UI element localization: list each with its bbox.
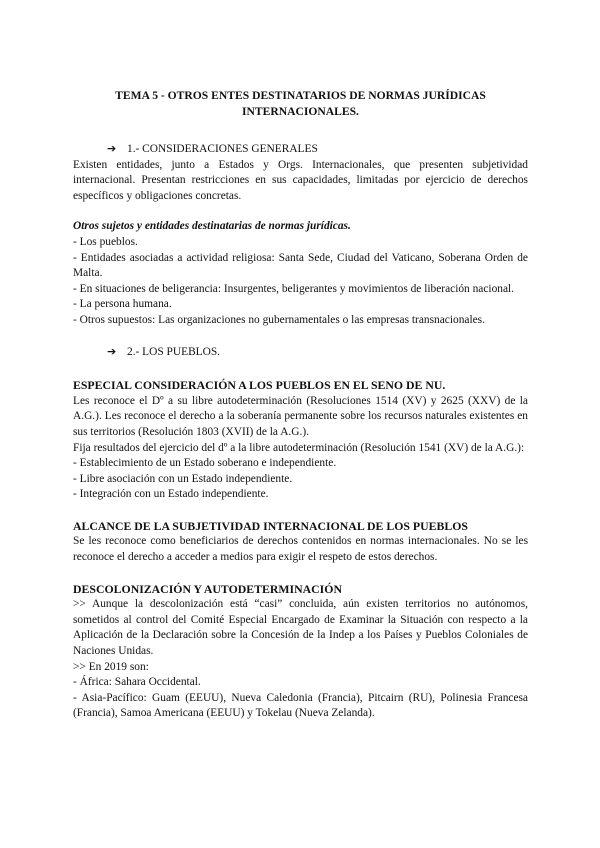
section-heading-consideraciones (107, 141, 528, 158)
list-item: - Integración con un Estado independiente. (73, 488, 269, 501)
section-heading-label: 1.- CONSIDERACIONES GENERALES (127, 143, 318, 155)
paragraph: Fija resultados del ejercicio del dº a la libre autodeterminación (Resolución 1541 (XV) de la A.G.): (73, 441, 525, 454)
list-item: - Entidades asociadas a actividad religiosa: Santa Sede, Ciudad del Vaticano, Soberana Orden de Malta. (73, 251, 528, 280)
arrow-icon: ➔ (107, 344, 117, 358)
list-item: - Establecimiento de un Estado soberano e independiente. (73, 457, 337, 470)
paragraph: Se les reconoce como beneficiarios de derechos contenidos en normas internacionales. No se les reconoce el derecho a acceder a medios para exigir el respeto de estos derechos. (73, 535, 528, 564)
list-item: - Otros supuestos: Las organizaciones no gubernamentales o las empresas transnacionales. (73, 313, 485, 326)
heading-especial-consideracion: ESPECIAL CONSIDERACIÓN A LOS PUEBLOS EN EL SENO DE NU. (73, 378, 446, 393)
document-page (73, 88, 528, 722)
list-item: - Los pueblos. (73, 235, 138, 248)
list-item: (Francia), Samoa Americana (EEUU) y Tokelau (Nueva Zelanda). (73, 707, 375, 720)
paragraph-intro: Existen entidades, junto a Estados y Orgs. Internacionales, que presenten subjetividad internacional. Presentan restricciones en sus capacidades, limitadas por ejercicio de derechos específicos y obligaciones concretas. (73, 158, 528, 202)
list-item: - La persona humana. (73, 298, 172, 311)
section-heading-pueblos (107, 344, 528, 361)
document-title: TEMA 5 - OTROS ENTES DESTINATARIOS DE NORMAS JURÍDICAS INTERNACIONALES. (115, 89, 486, 118)
section-heading-label: 2.- LOS PUEBLOS. (127, 345, 221, 358)
paragraph: >> Aunque la descolonización está “casi” concluida, aún existen territorios no autónomos, sometidos al control del Comité Especial Encargado de Examinar la Situación con respecto a la Aplicación de la Declaración sobre la Concesión de la Indep a los Países y Pueblos Coloniales de Naciones Unidas. (73, 598, 528, 658)
list-item: - Libre asociación con un Estado independiente. (73, 472, 293, 485)
paragraph: >> En 2019 son: (73, 660, 149, 673)
list-item: - Asia-Pacífico: Guam (EEUU), Nueva Caledonia (Francia), Pitcairn (RU), Polinesia Francesa (73, 691, 528, 704)
arrow-icon: ➔ (107, 142, 117, 155)
subheading-otros-sujetos: Otros sujetos y entidades destinatarias de normas jurídicas. (73, 220, 351, 233)
heading-alcance: ALCANCE DE LA SUBJETIVIDAD INTERNACIONAL DE LOS PUEBLOS (73, 518, 468, 533)
heading-descolonizacion: DESCOLONIZACIÓN Y AUTODETERMINACIÓN (73, 581, 342, 596)
list-item: - África: Sahara Occidental. (73, 676, 201, 689)
paragraph: Les reconoce el Dº a su libre autodeterminación (Resoluciones 1514 (XV) y 2625 (XXV) de la A.G.). Les reconoce el derecho a la soberanía permanente sobre los recursos naturales existentes en sus territorios (Resolución 1803 (XVII) de la A.G.). (73, 394, 528, 438)
list-item: - En situaciones de beligerancia: Insurgentes, beligerantes y movimientos de liberación nacional. (73, 282, 515, 295)
